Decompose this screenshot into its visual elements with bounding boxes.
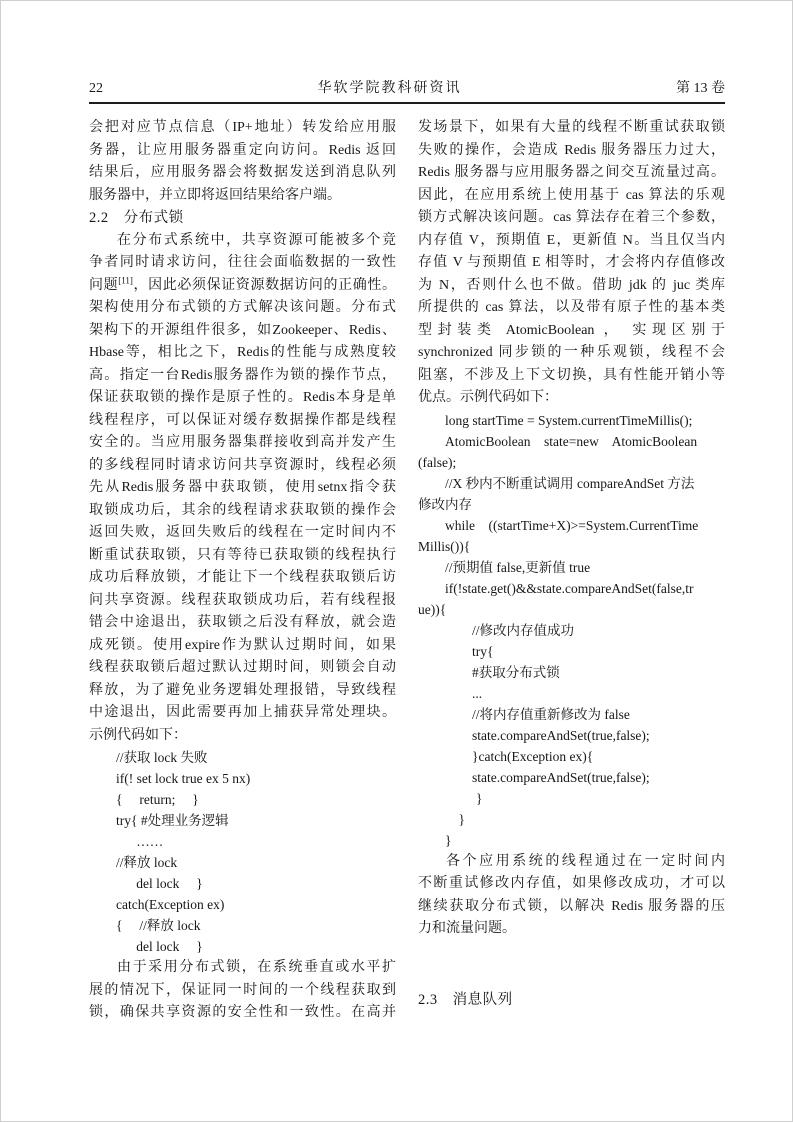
- code-line: //释放 lock: [116, 855, 178, 870]
- text-line: 锁，确保共享资源的安全性和一致性。在高并: [89, 1005, 396, 1020]
- code-line: del lock }: [136, 939, 203, 954]
- text-line: 成死锁。使用expire作为默认过期时间，如果: [89, 637, 396, 653]
- text-line: 线程程序，可以保证对缓存数据操作都是线程: [89, 412, 396, 428]
- code-line: ……: [136, 834, 164, 849]
- code-line: try{ #处理业务逻辑: [116, 813, 229, 828]
- code-line: }: [476, 790, 483, 806]
- text-line: 取锁成功后，其余的线程请求获取锁的操作会: [89, 502, 396, 518]
- text-line: 因此，在应用系统上使用基于 cas 算法的乐观: [418, 187, 725, 203]
- text-line: 释放，为了避免业务逻辑处理报错，导致线程: [89, 682, 396, 698]
- text-line: 继续获取分布式锁，以解决 Redis 服务器的压: [418, 898, 725, 914]
- code-line: //修改内存值成功: [472, 622, 575, 638]
- code-line: ue)){: [418, 601, 447, 617]
- text-line: Redis 服务器与应用服务器之间交互流量过高。: [418, 165, 725, 180]
- text-line: 的多线程同时请求访问共享资源时，线程必须: [89, 457, 396, 473]
- text-line: 架构使用分布式锁的方式解决该问题。分布式: [89, 300, 396, 315]
- text-line: 在分布式系统中，共享资源可能被多个竞: [117, 232, 396, 248]
- text-line: 内存值 V，预期值 E，更新值 N。当且仅当内: [418, 232, 725, 248]
- text-line: 问共享资源。线程获取锁成功后，若有线程报: [89, 592, 396, 608]
- code-line: try{: [472, 643, 494, 659]
- section-heading: 2.2 分布式锁: [89, 210, 184, 226]
- two-column-body: [89, 117, 725, 1025]
- section-heading: 2.3 消息队列: [418, 991, 513, 1008]
- text-line: 服务器中，并立即将返回结果给客户端。: [89, 187, 341, 203]
- page-number: 22: [89, 81, 103, 96]
- text-line: 型封装类 AtomicBoolean ， 实现区别于: [418, 322, 725, 338]
- page-header: [89, 77, 725, 102]
- text-line: 阻塞，不涉及上下文切换，具有性能开销小等: [418, 367, 725, 383]
- code-line: while ((startTime+X)>=System.CurrentTime: [445, 517, 699, 533]
- text-line: 由于采用分布式锁，在系统垂直或水平扩: [117, 960, 396, 975]
- code-line: #获取分布式锁: [472, 664, 560, 680]
- text-line: 断重试获取锁，只有等待已获取锁的线程执行: [89, 547, 396, 563]
- code-line: //将内存值重新修改为 false: [472, 706, 630, 722]
- text-line: 保证获取锁的操作是原子性的。Redis本身是单: [89, 390, 396, 405]
- text-line: 成功后释放锁，才能让下一个线程获取锁后访: [89, 570, 396, 585]
- text-line: synchronized 同步锁的一种乐观锁，线程不会: [418, 345, 725, 360]
- text-line: 高。指定一台Redis服务器作为锁的操作节点，: [89, 367, 396, 383]
- code-line: long startTime = System.currentTimeMillis();: [445, 412, 693, 428]
- text-line: 中途退出，因此需要再加上捕获异常处理块。: [89, 705, 396, 720]
- code-line: ...: [472, 685, 483, 701]
- text-line: 先从Redis服务器中获取锁，使用setnx指令获: [89, 480, 396, 495]
- code-line: if(!state.get()&&state.compareAndSet(false,tr: [445, 580, 694, 596]
- text-line: 优点。示例代码如下：: [418, 390, 558, 405]
- text-line: 所提供的 cas 算法，以及带有原子性的基本类: [418, 300, 725, 315]
- text-line: Hbase等，相比之下，Redis的性能与成熟度较: [89, 345, 396, 360]
- text-line: 存值 V 与预期值 E 相等时，才会将内存值修改: [418, 255, 725, 270]
- text-line: 力和流量问题。: [418, 921, 516, 936]
- journal-title: 华软学院教科研资讯: [317, 81, 462, 96]
- code-line: }: [458, 811, 465, 827]
- text-segment: ，因此必须保证资源数据访问的正确性。: [132, 277, 396, 293]
- citation-ref: [11]: [118, 274, 133, 285]
- text-line: 为 N，否则什么也不做。借助 jdk 的 juc 类库: [418, 277, 725, 293]
- code-line: 修改内存: [418, 496, 472, 512]
- text-segment: 问题: [89, 277, 119, 293]
- text-line: 架构下的开源组件很多，如Zookeeper、Redis、: [89, 322, 396, 338]
- code-line: //获取 lock 失败: [116, 750, 208, 765]
- text-line: 展的情况下，保证同一时间的一个线程获取到: [89, 982, 396, 998]
- code-line: AtomicBoolean state=new AtomicBoolean: [445, 433, 698, 449]
- text-line: 失败的操作，会造成 Redis 服务器压力过大，: [418, 142, 725, 158]
- text-line: [89, 275, 396, 298]
- code-line: Millis()){: [418, 538, 471, 554]
- text-line: 各个应用系统的线程通过在一定时间内: [446, 853, 725, 869]
- text-line: 发场景下，如果有大量的线程不断重试获取锁: [418, 120, 725, 135]
- text-line: 争者同时请求访问，往往会面临数据的一致性: [89, 255, 396, 270]
- left-column: [89, 117, 396, 1025]
- text-line: 示例代码如下：: [89, 727, 187, 743]
- text-line: 锁方式解决该问题。cas 算法存在着三个参数，: [418, 210, 725, 225]
- text-line: 结果后，应用服务器会将数据发送到消息队列: [89, 165, 396, 180]
- text-line: 会把对应节点信息（IP+地址）转发给应用服: [89, 120, 396, 135]
- code-line: state.compareAndSet(true,false);: [472, 769, 650, 785]
- right-column: [418, 117, 725, 1025]
- code-line: //X 秒内不断重试调用 compareAndSet 方法: [445, 475, 695, 491]
- code-line: }: [445, 832, 452, 848]
- code-line: del lock }: [136, 876, 203, 891]
- text-line: 线程获取锁后超过默认过期时间，则锁会自动: [89, 660, 396, 675]
- code-line: catch(Exception ex): [116, 897, 225, 912]
- code-line: state.compareAndSet(true,false);: [472, 727, 650, 743]
- code-line: if(! set lock true ex 5 nx): [116, 771, 251, 786]
- text-line: 不断重试修改内存值，如果修改成功，才可以: [418, 876, 725, 891]
- page-content: [89, 77, 725, 1025]
- volume-label: 第 13 卷: [676, 81, 725, 96]
- text-line: 务器，让应用服务器重定向访问。Redis 返回: [89, 142, 396, 158]
- code-line: }catch(Exception ex){: [472, 748, 594, 764]
- code-line: (false);: [418, 454, 457, 470]
- text-line: 错会中途退出，获取锁之后没有释放，就会造: [89, 615, 396, 630]
- code-line: //预期值 false,更新值 true: [445, 559, 591, 575]
- text-line: 安全的。当应用服务器集群接收到高并发产生: [89, 435, 396, 450]
- header-rule: [89, 102, 725, 104]
- code-line: { return; }: [116, 792, 199, 807]
- text-line: 返回失败，返回失败后的线程在一定时间内不: [89, 525, 396, 540]
- code-line: { //释放 lock: [116, 918, 201, 933]
